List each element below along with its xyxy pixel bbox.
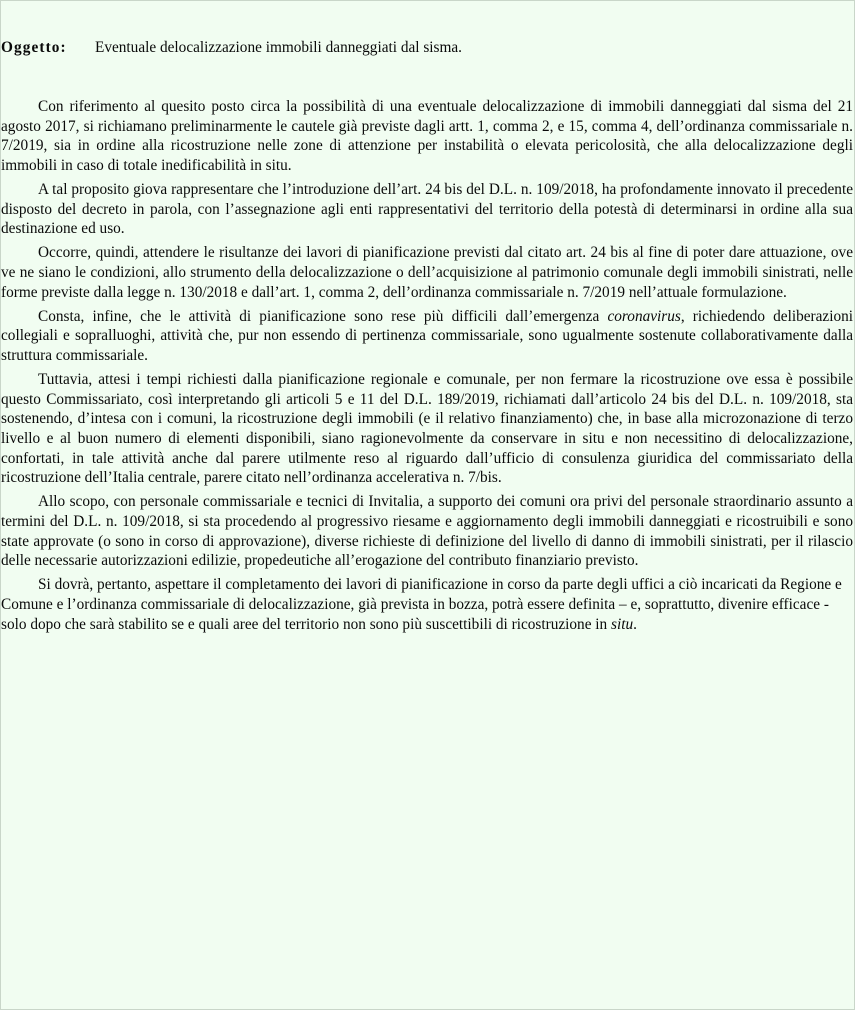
paragraph-2-text: A tal proposito giova rappresentare che l’introduzione dell’art. 24 bis del D.L. n. 109/2018, ha profondamente innovato il precedente disposto del decreto in parola, con l’assegnazione agli enti rappresentativi del territorio della potestà di determinarsi in ordine alla sua destinazione ed uso. bbox=[1, 181, 853, 238]
paragraph-4-text-end: , richiedendo deliberazioni collegiali e sopralluoghi, attività che, pur non essendo di pertinenza commissariale, sono ugualmente sostenute collaborativamente dalla struttura commissariale. bbox=[1, 307, 854, 364]
paragraph-2 bbox=[1, 180, 853, 239]
paragraph-6 bbox=[1, 492, 853, 571]
subject-line bbox=[1, 38, 853, 58]
paragraph-7 bbox=[1, 575, 853, 634]
subject-text: Eventuale delocalizzazione immobili danneggiati dal sisma. bbox=[95, 39, 462, 56]
paragraph-4-italic-term: coronavirus bbox=[607, 307, 681, 325]
paragraph-3 bbox=[1, 243, 853, 302]
subject-label: Oggetto: bbox=[1, 39, 67, 56]
paragraph-3-text: Occorre, quindi, attendere le risultanze dei lavori di pianificazione previsti dal citato art. 24 bis al fine di poter dare attuazione, ove ve ne siano le condizioni, allo strumento della delocalizzazione o dell’acquisizione al patrimonio comunale degli immobili sinistrati, nelle forme previste dalla legge n. 130/2018 e dall’art. 1, comma 2, dell’ordinanza commissariale n. 7/2019 nell’attuale formulazione. bbox=[1, 244, 853, 301]
paragraph-4 bbox=[1, 307, 853, 366]
paragraph-5 bbox=[1, 370, 853, 488]
paragraph-1-text: Con riferimento al quesito posto circa la possibilità di una eventuale delocalizzazione di immobili danneggiati dal sisma del 21 agosto 2017, si richiamano preliminarmente le cautele già previste dagli artt. 1, comma 2, e 15, comma 4, dell’ordinanza commissariale n. 7/2019, sia in ordine alla ricostruzione nelle zone di attenzione per instabilità o elevata pericolosità, che alla delocalizzazione degli immobili in caso di totale inedificabilità in situ. bbox=[1, 98, 853, 175]
paragraph-7-text-end: . bbox=[633, 615, 637, 633]
paragraph-1 bbox=[1, 97, 853, 176]
paragraph-5-text: Tuttavia, attesi i tempi richiesti dalla pianificazione regionale e comunale, per non fermare la ricostruzione ove essa è possibile questo Commissariato, così interpretando gli articoli 5 e 11 del D.L. 189/2019, richiamati dall’articolo 24 bis del D.L. n. 109/2018, sta sostenendo, d’intesa con i comuni, la ricostruzione degli immobili (e il relativo finanziamento) che, in base alla microzonazione di terzo livello e al buon numero di elementi disponibili, siano ragionevolmente da conservare in situ e non necessitino di delocalizzazione, confortati, in tale attività anche dal parere utilmente reso al riguardo dall’ufficio di consulenza giuridica del commissariato della ricostruzione dell’Italia centrale, parere citato nell’ordinanza accelerativa n. 7/bis. bbox=[1, 370, 853, 487]
paragraph-7-italic-term: situ bbox=[611, 615, 634, 633]
paragraph-4-text: Consta, infine, che le attività di pianificazione sono rese più difficili dall’emergenza bbox=[38, 307, 608, 325]
letter-body bbox=[1, 97, 853, 639]
paragraph-7-text: Si dovrà, pertanto, aspettare il completamento dei lavori di pianificazione in corso da parte degli uffici a ciò incaricati da Regione e Comune e l’ordinanza commissariale di delocalizzazione, già prevista in bozza, potrà essere definita – e, soprattutto, divenire efficace - solo dopo che sarà stabilito se e quali aree del territorio non sono più suscettibili di ricostruzione in bbox=[1, 576, 842, 633]
paragraph-6-text: Allo scopo, con personale commissariale e tecnici di Invitalia, a supporto dei comuni ora privi del personale straordinario assunto a termini del D.L. n. 109/2018, si sta procedendo al progressivo riesame e aggiornamento degli immobili danneggiati e ricostruibili e sono state approvate (o sono in corso di approvazione), diverse richieste di definizione del livello di danno di immobili sinistrati, per il rilascio delle necessarie autorizzazioni edilizie, propedeutiche all’erogazione del contributo finanziario previsto. bbox=[1, 493, 853, 570]
